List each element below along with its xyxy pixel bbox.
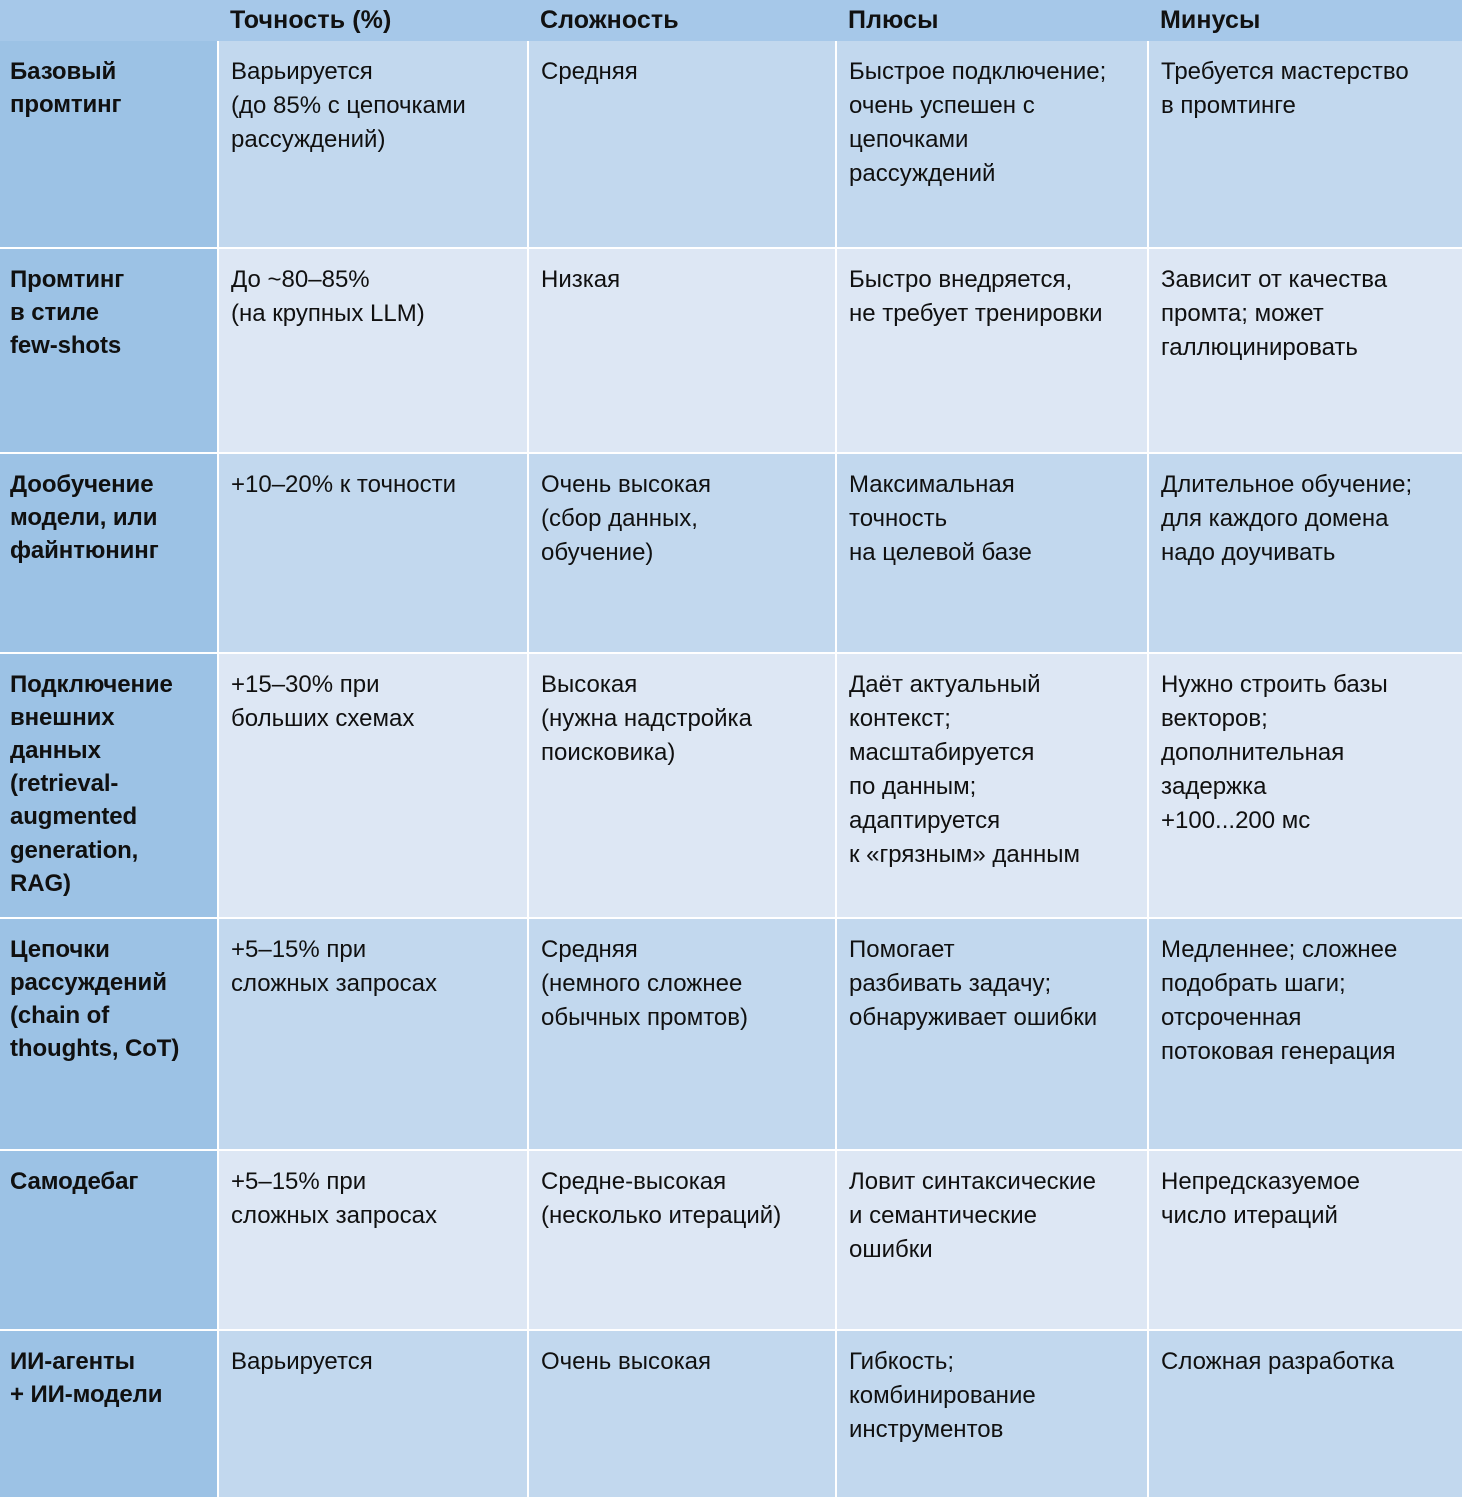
cell-pros <box>836 1150 1148 1330</box>
table-body <box>0 41 1462 1498</box>
cell-line: Непредсказуемое <box>1161 1168 1360 1195</box>
cell-line: (нужна надстройка <box>541 705 752 733</box>
table-header <box>0 0 1462 41</box>
cell-line: (до 85% с цепочками <box>231 92 466 120</box>
cell-pros <box>836 918 1148 1150</box>
cell-line: + ИИ-модели <box>10 1381 163 1409</box>
cell-line: в промтинге <box>1161 92 1296 120</box>
cell-line: сложных запросах <box>231 1202 437 1230</box>
cell-complexity <box>528 248 836 453</box>
cell-line: файнтюнинг <box>10 537 159 565</box>
cell-line: Очень высокая <box>541 471 711 498</box>
cell-accuracy <box>218 918 528 1150</box>
cell-line: число итераций <box>1161 1202 1338 1230</box>
table-header-row <box>0 0 1462 41</box>
cell-line: задержка <box>1161 773 1267 801</box>
cell-line: инструментов <box>849 1416 1004 1444</box>
cell-line: обучение) <box>541 539 654 567</box>
cell-line: Высокая <box>541 671 638 698</box>
cell-line: векторов; <box>1161 705 1268 733</box>
cell-line: Подключение <box>10 671 173 698</box>
cell-line: (немного сложнее <box>541 970 743 998</box>
cell-line: рассуждений <box>10 969 167 997</box>
cell-line: +10–20% к точности <box>231 471 456 498</box>
cell-cons <box>1148 248 1462 453</box>
cell-line: +100...200 мс <box>1161 807 1311 835</box>
cell-accuracy <box>218 41 528 248</box>
cell-line: augmented <box>10 803 138 831</box>
cell-cons <box>1148 41 1462 248</box>
cell-line: промта; может <box>1161 300 1324 328</box>
cell-line: Гибкость; <box>849 1348 955 1375</box>
cell-pros <box>836 653 1148 918</box>
cell-line: generation, <box>10 836 139 864</box>
cell-line: адаптируется <box>849 807 1001 835</box>
cell-line: Сложная разработка <box>1161 1348 1395 1375</box>
cell-line: Максимальная <box>849 471 1015 498</box>
cell-line: Средняя <box>541 936 638 963</box>
cell-cons <box>1148 453 1462 653</box>
cell-line: по данным; <box>849 773 977 801</box>
cell-line: обнаруживает ошибки <box>849 1004 1098 1032</box>
cell-line: (retrieval- <box>10 770 119 798</box>
cell-line: модели, или <box>10 504 158 532</box>
cell-complexity <box>528 41 836 248</box>
cell-line: комбинирование <box>849 1382 1036 1410</box>
cell-cons <box>1148 653 1462 918</box>
cell-complexity <box>528 1330 836 1498</box>
cell-line: few-shots <box>10 332 122 360</box>
cell-line: отсроченная <box>1161 1004 1302 1032</box>
cell-line: и семантические <box>849 1202 1038 1230</box>
cell-pros <box>836 41 1148 248</box>
cell-line: RAG) <box>10 869 71 897</box>
cell-accuracy <box>218 653 528 918</box>
cell-method <box>0 41 218 248</box>
cell-line: (chain of <box>10 1002 110 1030</box>
cell-line: (на крупных LLM) <box>231 300 425 328</box>
cell-line: контекст; <box>849 705 951 733</box>
table-row <box>0 1330 1462 1498</box>
cell-line: Очень высокая <box>541 1348 711 1375</box>
cell-method <box>0 1330 218 1498</box>
cell-line: масштабируется <box>849 739 1035 767</box>
cell-line: +5–15% при <box>231 936 367 963</box>
cell-line: потоковая генерация <box>1161 1038 1396 1066</box>
column-header-accuracy: Точность (%) <box>218 0 528 41</box>
cell-cons <box>1148 1150 1462 1330</box>
cell-line: галлюцинировать <box>1161 334 1358 362</box>
cell-line: ИИ-агенты <box>10 1348 136 1375</box>
cell-line: точность <box>849 505 948 533</box>
cell-line: рассуждений) <box>231 126 386 154</box>
cell-line: Средне-высокая <box>541 1168 727 1195</box>
cell-line: рассуждений <box>849 160 996 188</box>
cell-line: внешних <box>10 704 115 732</box>
cell-line: в стиле <box>10 299 99 327</box>
cell-line: Медленнее; сложнее <box>1161 936 1398 963</box>
cell-line: Длительное обучение; <box>1161 471 1413 498</box>
cell-line: на целевой базе <box>849 539 1032 567</box>
cell-line: +5–15% при <box>231 1168 367 1195</box>
cell-line: Промтинг <box>10 266 125 293</box>
cell-line: очень успешен с <box>849 92 1035 120</box>
table-row <box>0 653 1462 918</box>
cell-line: промтинг <box>10 91 122 119</box>
cell-method <box>0 653 218 918</box>
cell-line: Требуется мастерство <box>1161 58 1409 85</box>
cell-method <box>0 248 218 453</box>
cell-line: Самодебаг <box>10 1168 139 1195</box>
cell-line: Варьируется <box>231 58 373 85</box>
table-row <box>0 248 1462 453</box>
cell-accuracy <box>218 1150 528 1330</box>
cell-line: больших схемах <box>231 705 415 733</box>
column-header-cons: Минусы <box>1148 0 1462 41</box>
cell-line: к «грязным» данным <box>849 841 1080 869</box>
cell-line: Базовый <box>10 58 117 85</box>
cell-line: До ~80–85% <box>231 266 370 293</box>
cell-line: Ловит синтаксические <box>849 1168 1096 1195</box>
cell-line: цепочками <box>849 126 969 154</box>
cell-complexity <box>528 453 836 653</box>
cell-complexity <box>528 918 836 1150</box>
column-header-pros: Плюсы <box>836 0 1148 41</box>
column-header-method <box>0 0 218 41</box>
cell-line: Дообучение <box>10 471 154 498</box>
cell-method <box>0 918 218 1150</box>
cell-line: подобрать шаги; <box>1161 970 1346 998</box>
cell-accuracy <box>218 248 528 453</box>
cell-line: Варьируется <box>231 1348 373 1375</box>
cell-line: обычных промтов) <box>541 1004 749 1032</box>
table-row <box>0 1150 1462 1330</box>
cell-line: дополнительная <box>1161 739 1345 767</box>
table-row <box>0 41 1462 248</box>
cell-accuracy <box>218 1330 528 1498</box>
cell-line: Зависит от качества <box>1161 266 1388 293</box>
cell-line: (сбор данных, <box>541 505 698 533</box>
cell-pros <box>836 248 1148 453</box>
cell-cons <box>1148 1330 1462 1498</box>
cell-line: Даёт актуальный <box>849 671 1041 698</box>
cell-method <box>0 1150 218 1330</box>
cell-line: +15–30% при <box>231 671 380 698</box>
cell-line: данных <box>10 737 101 765</box>
cell-accuracy <box>218 453 528 653</box>
cell-complexity <box>528 1150 836 1330</box>
cell-pros <box>836 1330 1148 1498</box>
cell-line: Цепочки <box>10 936 110 963</box>
cell-line: thoughts, CoT) <box>10 1035 180 1063</box>
cell-line: Быстрое подключение; <box>849 58 1107 85</box>
cell-line: Средняя <box>541 58 638 85</box>
cell-line: (несколько итераций) <box>541 1202 782 1230</box>
cell-line: надо доучивать <box>1161 539 1336 567</box>
cell-cons <box>1148 918 1462 1150</box>
cell-complexity <box>528 653 836 918</box>
column-header-complexity: Сложность <box>528 0 836 41</box>
cell-line: Помогает <box>849 936 955 963</box>
cell-line: для каждого домена <box>1161 505 1389 533</box>
cell-line: разбивать задачу; <box>849 970 1052 998</box>
cell-pros <box>836 453 1148 653</box>
cell-line: Низкая <box>541 266 621 293</box>
table-row <box>0 453 1462 653</box>
table-row <box>0 918 1462 1150</box>
cell-method <box>0 453 218 653</box>
cell-line: поисковика) <box>541 739 676 767</box>
cell-line: не требует тренировки <box>849 300 1103 328</box>
cell-line: ошибки <box>849 1236 933 1264</box>
cell-line: Быстро внедряется, <box>849 266 1073 293</box>
cell-line: Нужно строить базы <box>1161 671 1388 698</box>
cell-line: сложных запросах <box>231 970 437 998</box>
